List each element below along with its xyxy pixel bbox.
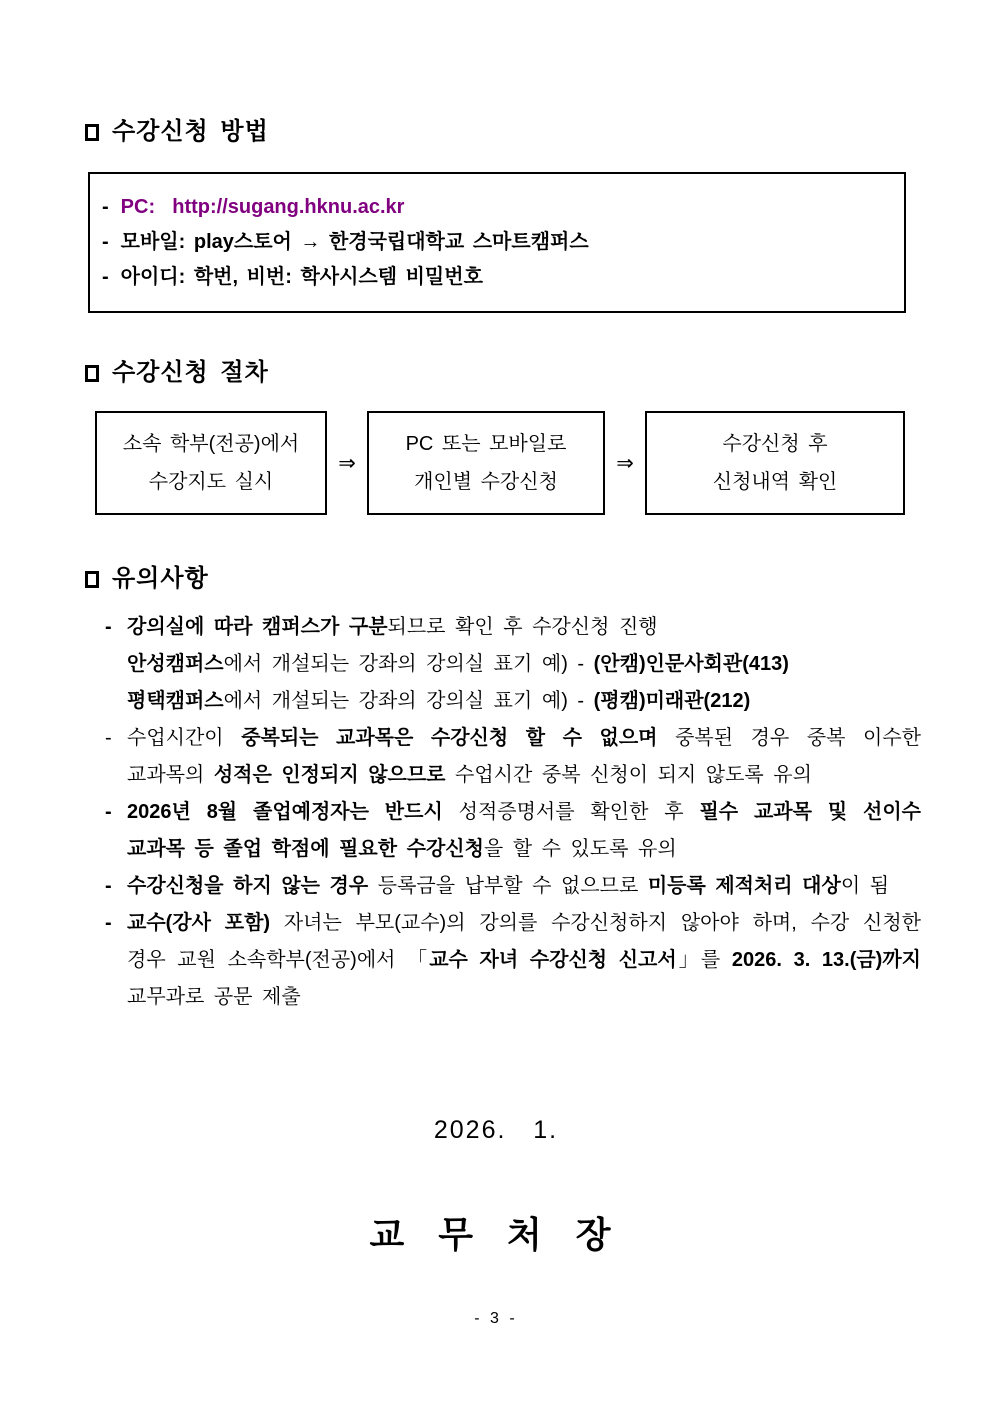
note-segment: 수강신청을 하지 않는 경우 — [127, 875, 369, 897]
square-bullet-icon — [85, 365, 99, 382]
note-segment: 중복되는 교과목은 수강신청 할 수 없으며 — [241, 727, 658, 749]
note-item — [105, 609, 921, 646]
dash: - — [105, 801, 112, 823]
note-text — [127, 609, 921, 646]
square-bullet-icon — [85, 124, 99, 141]
note-segment: 교수 자녀 수강신청 신고서 — [429, 949, 677, 971]
double-arrow-icon: ⇒ — [616, 451, 634, 475]
section-title-method — [85, 118, 992, 146]
issue-date: 2026. 1. — [433, 1116, 559, 1144]
note-segment: 교수(강사 포함) — [127, 912, 271, 934]
note-segment: 2026. 3. 13.(금)까지 — [731, 949, 921, 971]
page-number: - 3 - — [474, 1310, 518, 1327]
dash: - — [105, 875, 112, 897]
note-segment: 되므로 확인 후 수강신청 진행 — [387, 616, 658, 638]
note-segment: 수업시간이 — [127, 727, 242, 749]
note-segment: 을 할 수 있도록 유의 — [483, 838, 677, 860]
step-line: 개인별 수강신청 — [414, 471, 558, 493]
method-line-mobile — [102, 225, 894, 260]
note-segment: 에서 개설되는 강좌의 강의실 표기 예) - — [223, 653, 594, 675]
procedure-step-2 — [367, 411, 605, 515]
mobile-text: 모바일: play스토어 → 한경국립대학교 스마트캠퍼스 — [120, 231, 589, 253]
note-segment: (안캠)인문사회관(413) — [593, 653, 789, 675]
notes-list — [105, 609, 921, 1016]
note-segment: 강의실에 따라 캠퍼스가 구분 — [127, 616, 388, 638]
registration-method-box — [88, 172, 906, 313]
note-segment: (평캠)미래관(212) — [593, 690, 751, 712]
step-line: 소속 학부(전공)에서 — [122, 433, 300, 455]
note-segment: 교무과로 공문 제출 — [127, 986, 301, 1008]
note-text — [127, 646, 921, 683]
procedure-flow — [95, 411, 992, 515]
note-item — [105, 646, 921, 683]
dash: - — [105, 912, 112, 934]
note-item — [105, 905, 921, 1016]
method-line-id — [102, 260, 894, 295]
dash: - — [102, 196, 109, 218]
dash: - — [105, 616, 112, 638]
note-item — [105, 683, 921, 720]
note-segment: 자녀는 부모(교수)의 강의를 수강신청하지 않아야 하며, 수강 신청한 경우 교원 소속학부(전공)에서 「 — [127, 912, 921, 971]
procedure-step-3 — [645, 411, 905, 515]
note-segment: 」를 — [676, 949, 732, 971]
note-segment: 2026년 8월 졸업예정자는 반드시 — [127, 801, 443, 823]
note-text — [127, 794, 921, 868]
section-title-notes-text: 유의사항 — [112, 565, 209, 592]
note-item — [105, 868, 921, 905]
note-item — [105, 794, 921, 868]
dash: - — [105, 727, 112, 749]
pc-url-text: PC: http://sugang.hknu.ac.kr — [120, 196, 405, 218]
note-segment: 미등록 제적처리 대상 — [647, 875, 841, 897]
id-text: 아이디: 학번, 비번: 학사시스템 비밀번호 — [120, 266, 483, 288]
section-title-notes — [85, 565, 992, 593]
note-segment: 성적은 인정되지 않으므로 — [213, 764, 446, 786]
signer-title: 교 무 처 장 — [369, 1214, 623, 1255]
step-line: 수강지도 실시 — [148, 471, 274, 493]
note-text — [127, 720, 921, 794]
note-segment: 수업시간 중복 신청이 되지 않도록 유의 — [445, 764, 812, 786]
dash: - — [102, 231, 109, 253]
note-text — [127, 683, 921, 720]
section-title-procedure-text: 수강신청 절차 — [112, 359, 269, 386]
method-line-pc — [102, 190, 894, 225]
section-title-method-text: 수강신청 방법 — [112, 118, 269, 145]
dash: - — [102, 266, 109, 288]
step-line: 신청내역 확인 — [712, 471, 838, 493]
note-item — [105, 720, 921, 794]
note-segment: 필수 교과목 및 선이수 교과목 등 졸업 학점에 필요한 수강신청 — [127, 801, 921, 860]
procedure-step-1 — [95, 411, 327, 515]
note-segment: 에서 개설되는 강좌의 강의실 표기 예) - — [223, 690, 594, 712]
note-segment: 이 됨 — [840, 875, 890, 897]
step-line: PC 또는 모바일로 — [405, 433, 567, 455]
note-segment: 등록금을 납부할 수 없으므로 — [368, 875, 648, 897]
double-arrow-icon: ⇒ — [338, 451, 356, 475]
note-segment: 중복된 경우 중복 이수한 교과목의 — [127, 727, 921, 786]
section-title-procedure — [85, 359, 992, 387]
note-segment: 성적증명서를 확인한 후 — [442, 801, 700, 823]
square-bullet-icon — [85, 571, 99, 588]
note-text — [127, 868, 921, 905]
note-segment: 안성캠퍼스 — [127, 653, 224, 675]
note-segment: 평택캠퍼스 — [127, 690, 224, 712]
note-text — [127, 905, 921, 1016]
step-line: 수강신청 후 — [722, 433, 828, 455]
